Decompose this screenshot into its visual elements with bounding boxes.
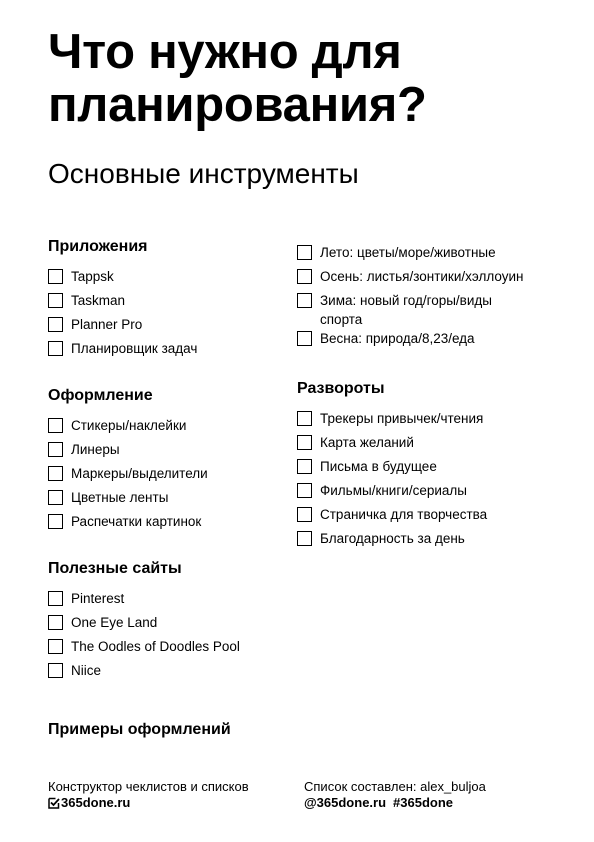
section-websites: [48, 559, 288, 685]
checklist-item[interactable]: [297, 433, 557, 457]
checklist-item[interactable]: [297, 243, 557, 267]
checkbox-empty-icon[interactable]: [297, 435, 312, 450]
handle-link[interactable]: @365done.ru: [304, 795, 387, 810]
checklist-item[interactable]: [48, 637, 288, 661]
section-title: Развороты: [297, 380, 385, 397]
checklist-item[interactable]: [48, 488, 288, 512]
footer-constructor-text: Конструктор чеклистов и списков: [48, 779, 249, 794]
checklist-item[interactable]: [297, 329, 557, 353]
checklist-item[interactable]: [48, 291, 288, 315]
checklist-item[interactable]: [297, 291, 557, 329]
checklist-item-label: One Eye Land: [71, 615, 158, 630]
checklist-item[interactable]: [48, 416, 288, 440]
checklist-item[interactable]: [297, 529, 557, 553]
checkmark-box-icon: [48, 797, 60, 809]
checkbox-empty-icon[interactable]: [48, 514, 63, 529]
checklist: [297, 243, 557, 353]
checklist-item-label: Зима: новый год/горы/виды спорта: [320, 293, 492, 327]
footer-author-text: Список составлен: alex_buljoa: [304, 779, 486, 794]
checklist-item[interactable]: [48, 512, 288, 536]
checkbox-empty-icon[interactable]: [297, 269, 312, 284]
checklist-item[interactable]: [48, 339, 288, 363]
checklist-item-label: The Oodles of Doodles Pool: [71, 639, 240, 654]
checkbox-empty-icon[interactable]: [297, 245, 312, 260]
section-design: [48, 386, 288, 536]
checkbox-empty-icon[interactable]: [48, 442, 63, 457]
checklist-item-label: Цветные ленты: [71, 490, 169, 505]
checkbox-empty-icon[interactable]: [48, 466, 63, 481]
checklist-item-label: Фильмы/книги/сериалы: [320, 483, 467, 498]
right-column: [297, 243, 557, 553]
brand-link[interactable]: [48, 795, 249, 811]
checkbox-empty-icon[interactable]: [48, 317, 63, 332]
checklist-item[interactable]: [48, 440, 288, 464]
checklist-item-label: Трекеры привычек/чтения: [320, 411, 484, 426]
checklist-item-label: Весна: природа/8,23/еда: [320, 331, 475, 346]
checklist: [48, 267, 288, 363]
checklist-item[interactable]: [297, 481, 557, 505]
footer-right: [304, 779, 486, 811]
checklist-item-label: Лето: цветы/море/животные: [320, 245, 496, 260]
checkbox-empty-icon[interactable]: [48, 663, 63, 678]
checklist-item[interactable]: [48, 661, 288, 685]
checkbox-empty-icon[interactable]: [48, 591, 63, 606]
checklist-item-label: Niice: [71, 663, 102, 678]
checklist: [48, 416, 288, 536]
checklist-item[interactable]: [48, 267, 288, 291]
page-title-line-2: планирования?: [48, 78, 427, 132]
checklist-item-label: Taskman: [71, 293, 126, 308]
checklist-item-label: Стикеры/наклейки: [71, 418, 187, 433]
checkbox-empty-icon[interactable]: [297, 411, 312, 426]
footer-tags: [304, 795, 486, 811]
checkbox-empty-icon[interactable]: [48, 341, 63, 356]
checklist-item[interactable]: [297, 457, 557, 481]
checklist-item-label: Карта желаний: [320, 435, 414, 450]
left-column: [48, 237, 288, 685]
checklist-item[interactable]: [297, 505, 557, 529]
section-title: Полезные сайты: [48, 560, 182, 577]
checklist-item-label: Планировщик задач: [71, 341, 198, 356]
brand-text: 365done.ru: [61, 795, 131, 810]
hashtag-link[interactable]: #365done: [393, 795, 454, 810]
checklist-item-label: Благодарность за день: [320, 531, 465, 546]
checkbox-empty-icon[interactable]: [48, 418, 63, 433]
section-title: Приложения: [48, 238, 148, 255]
checklist: [297, 409, 557, 553]
checkbox-empty-icon[interactable]: [297, 531, 312, 546]
checkbox-empty-icon[interactable]: [48, 615, 63, 630]
section-spreads: [297, 379, 557, 553]
section-apps: [48, 237, 288, 363]
checklist-item-label: Письма в будущее: [320, 459, 437, 474]
checkbox-empty-icon[interactable]: [297, 293, 312, 308]
footer-left: [48, 779, 249, 811]
page-subtitle: Основные инструменты: [48, 158, 359, 189]
checkbox-empty-icon[interactable]: [297, 459, 312, 474]
checklist-item-label: Planner Pro: [71, 317, 143, 332]
checklist-item-label: Pinterest: [71, 591, 125, 606]
section-title: Оформление: [48, 387, 153, 404]
checklist-item-label: Линеры: [71, 442, 120, 457]
page-title-line-1: Что нужно для: [48, 25, 402, 79]
checklist-item[interactable]: [48, 315, 288, 339]
checklist-item[interactable]: [297, 267, 557, 291]
checkbox-empty-icon[interactable]: [48, 639, 63, 654]
checklist-item-label: Tappsk: [71, 269, 114, 284]
checkbox-empty-icon[interactable]: [297, 483, 312, 498]
checklist: [48, 589, 288, 685]
checklist-item[interactable]: [48, 464, 288, 488]
checkbox-empty-icon[interactable]: [48, 490, 63, 505]
checkbox-empty-icon[interactable]: [48, 269, 63, 284]
checklist-item[interactable]: [297, 409, 557, 433]
checkbox-empty-icon[interactable]: [297, 507, 312, 522]
checkbox-empty-icon[interactable]: [48, 293, 63, 308]
page-title: [48, 26, 427, 132]
checklist-item-label: Распечатки картинок: [71, 514, 202, 529]
checklist-item-label: Маркеры/выделители: [71, 466, 208, 481]
checklist-item[interactable]: [48, 589, 288, 613]
checkbox-empty-icon[interactable]: [297, 331, 312, 346]
checklist-item[interactable]: [48, 613, 288, 637]
checklist-item-label: Осень: листья/зонтики/хэллоуин: [320, 269, 524, 284]
examples-title: Примеры оформлений: [48, 721, 231, 738]
checklist-item-label: Страничка для творчества: [320, 507, 488, 522]
